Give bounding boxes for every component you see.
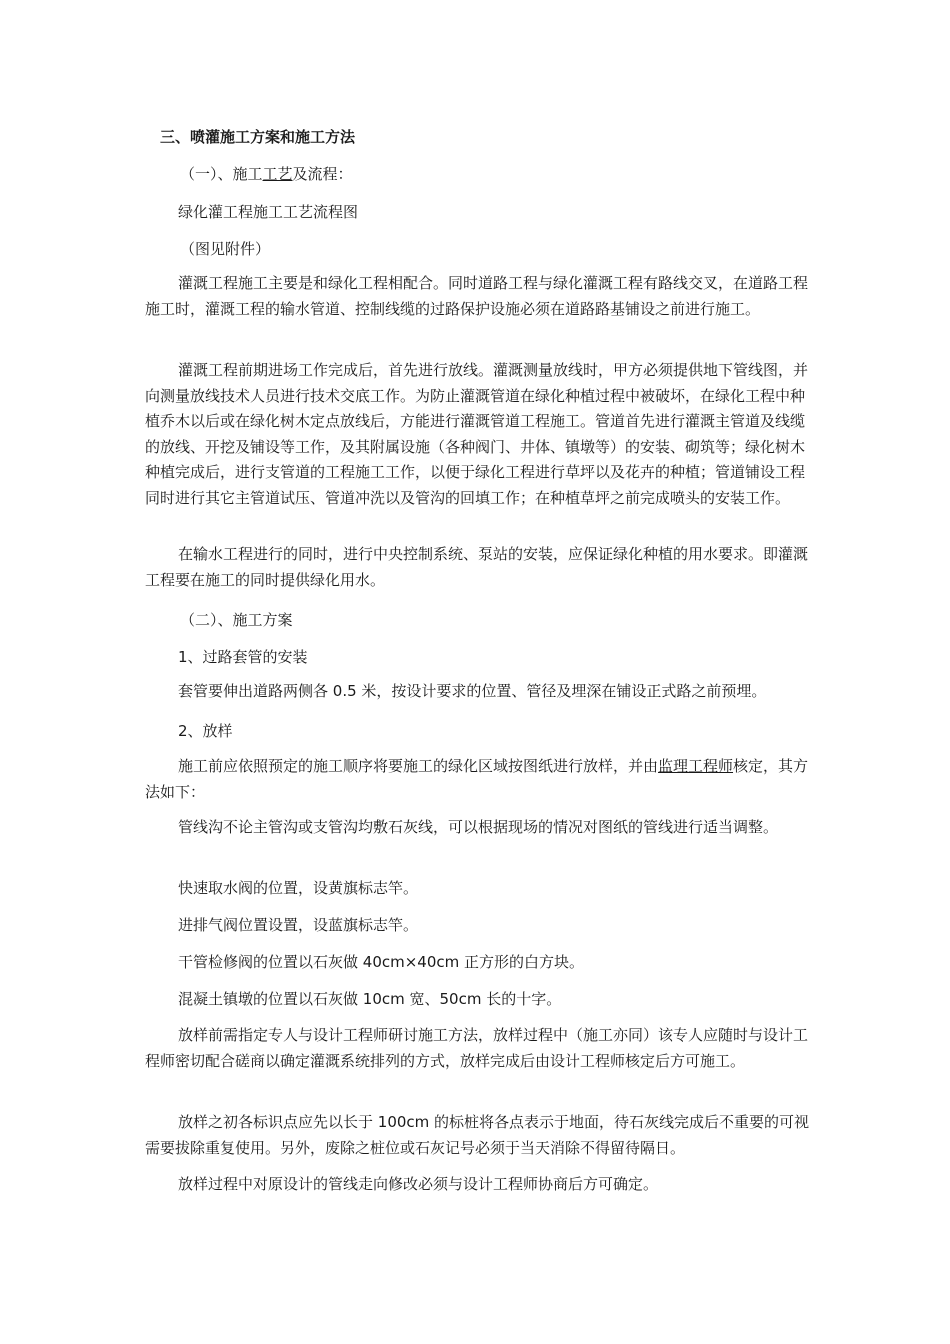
subsection-2-title: （二）、施工方案 bbox=[180, 611, 293, 629]
paragraph-4: 套管要伸出道路两侧各 0.5 米，按设计要求的位置、管径及埋深在铺设正式路之前预埋。 bbox=[178, 682, 767, 700]
paragraph-10: 混凝土镇墩的位置以石灰做 10cm 宽、50cm 长的十字。 bbox=[178, 990, 562, 1008]
paragraph-11: 放样前需指定专人与设计工程师研讨施工方法，放样过程中（施工亦同）该专人应随时与设计工程师密切配合磋商以确定灌溉系统排列的方式，放样完成后由设计工程师核定后方可施工。 bbox=[145, 1026, 809, 1070]
paragraph-13: 放样过程中对原设计的管线走向修改必须与设计工程师协商后方可确定。 bbox=[178, 1175, 659, 1193]
subsection-1-title bbox=[180, 164, 850, 184]
paragraph-5 bbox=[145, 754, 817, 805]
paragraph-8: 进排气阀位置设置，设蓝旗标志竿。 bbox=[178, 916, 419, 934]
paragraph-5-suffix: 核定，其方法如下： bbox=[145, 757, 809, 801]
craft-link[interactable]: 工艺 bbox=[262, 165, 293, 183]
paragraph-9: 干管检修阀的位置以石灰做 40cm×40cm 正方形的白方块。 bbox=[178, 953, 584, 971]
subsection-1-suffix: 及流程： bbox=[292, 165, 353, 183]
paragraph-6: 管线沟不论主管沟或支管沟均敷石灰线，可以根据现场的情况对图纸的管线进行适当调整。 bbox=[178, 818, 779, 836]
paragraph-3: 在输水工程进行的同时，进行中央控制系统、泵站的安装，应保证绿化种植的用水要求。即灌溉工程要在施工的同时提供绿化用水。 bbox=[145, 545, 809, 589]
paragraph-7: 快速取水阀的位置，设黄旗标志竿。 bbox=[178, 879, 419, 897]
paragraph-5-prefix: 施工前应依照预定的施工顺序将要施工的绿化区域按图纸进行放样，并由 bbox=[178, 757, 659, 775]
subsection-1-prefix: （一）、施工 bbox=[180, 165, 263, 183]
item-1-title: 1、过路套管的安装 bbox=[178, 648, 308, 666]
paragraph-2: 灌溉工程前期进场工作完成后，首先进行放线。灌溉测量放线时，甲方必须提供地下管线图，并向测量放线技术人员进行技术交底工作。为防止灌溉管道在绿化种植过程中被破坏，在绿化工程中种植乔木以后或在绿化树木定点放线后，方能进行灌溉管道工程施工。管道首先进行灌溉主管道及线缆的放线、开挖及铺设等工作，及其附属设施（各种阀门、井体、镇墩等）的安装、砌筑等；绿化树木种植完成后，进行支管道的工程施工工作，以便于绿化工程进行草坪以及花卉的种植；管道铺设工程同时进行其它主管道试压、管道冲洗以及管沟的回填工作；在种植草坪之前完成喷头的安装工作。 bbox=[145, 361, 809, 507]
flow-chart-title: 绿化灌工程施工工艺流程图 bbox=[178, 203, 359, 221]
supervising-engineer-link[interactable]: 监理工程师 bbox=[658, 757, 734, 775]
section-heading: 三、喷灌施工方案和施工方法 bbox=[160, 128, 356, 146]
item-2-title: 2、放样 bbox=[178, 722, 233, 740]
paragraph-12: 放样之初各标识点应先以长于 100cm 的标桩将各点表示于地面，待石灰线完成后不重要的可视需要拔除重复使用。另外，废除之桩位或石灰记号必须于当天消除不得留待隔日。 bbox=[145, 1113, 810, 1157]
paragraph-1: 灌溉工程施工主要是和绿化工程相配合。同时道路工程与绿化灌溉工程有路线交叉，在道路工程施工时，灌溉工程的输水管道、控制线缆的过路保护设施必须在道路路基铺设之前进行施工。 bbox=[145, 274, 809, 318]
attachment-note: （图见附件） bbox=[180, 240, 271, 258]
